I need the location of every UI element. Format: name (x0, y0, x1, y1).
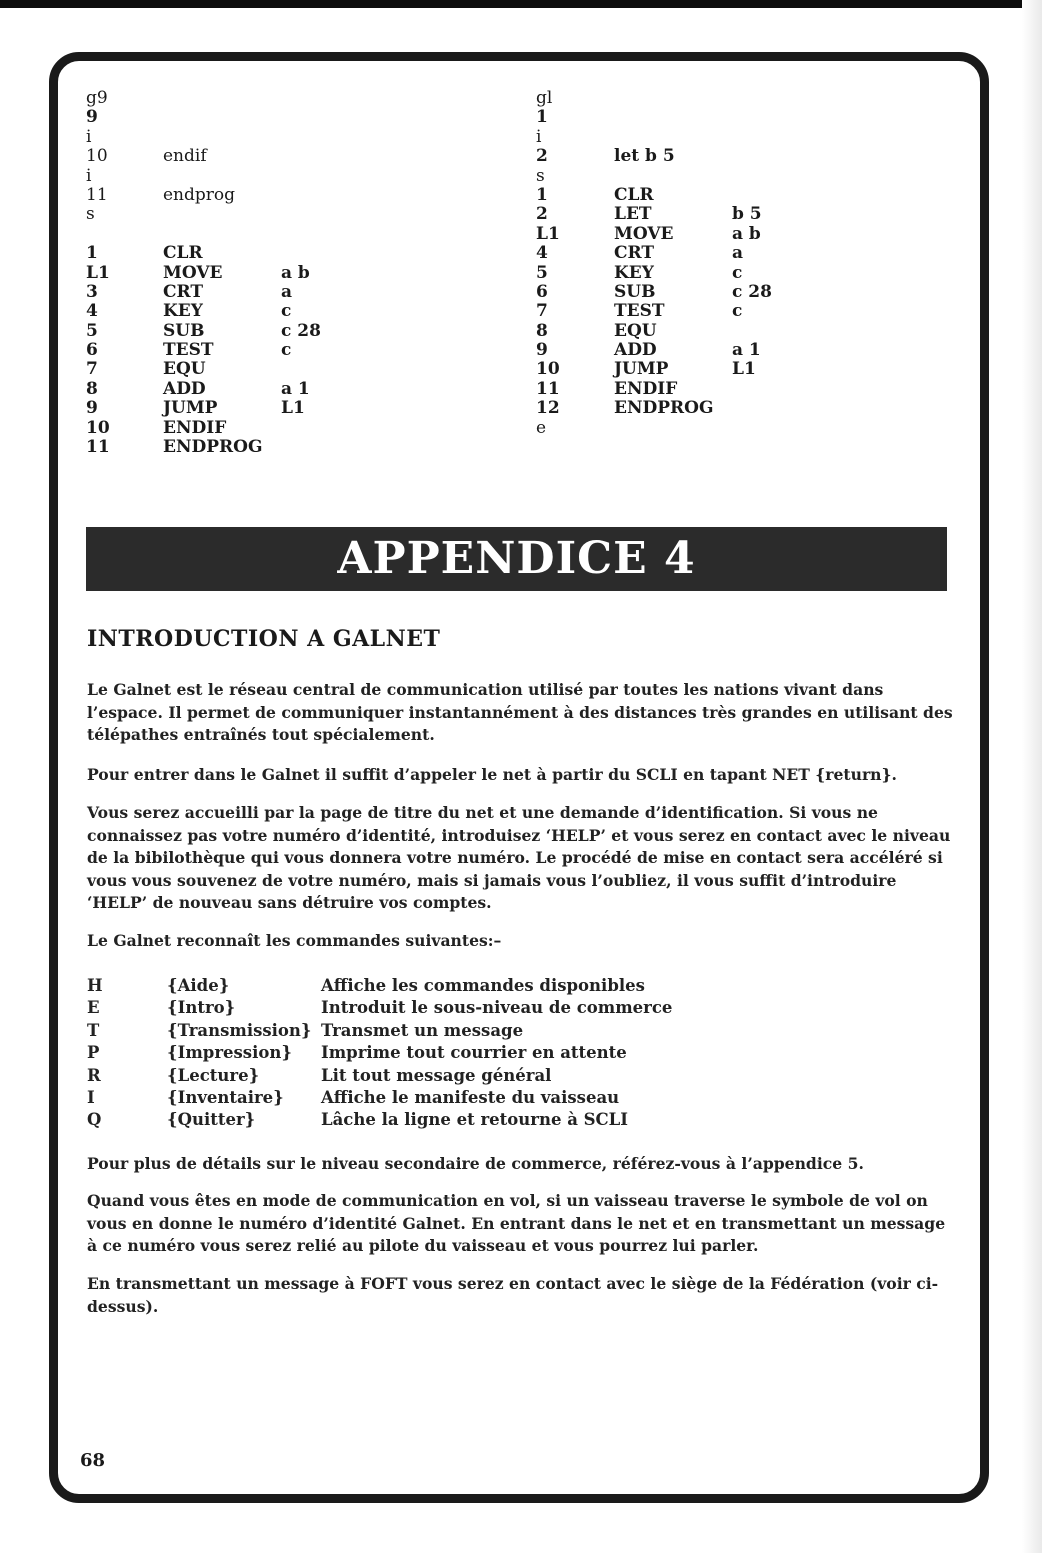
code-instruction: ENDPROG (614, 398, 714, 419)
code-instruction: ADD (163, 378, 206, 399)
code-instruction: CLR (163, 243, 203, 264)
code-operands: c (281, 301, 292, 322)
page-shadow (1022, 0, 1042, 1553)
code-operands: c 28 (281, 320, 321, 341)
command-description: Affiche le manifeste du vaisseau (321, 1087, 620, 1107)
code-operands: c (281, 340, 292, 361)
line-number: i (86, 165, 92, 186)
code-instruction: TEST (614, 301, 665, 322)
command-description: Transmet un message (321, 1020, 524, 1040)
command-name: {Aide} (167, 976, 230, 995)
page-number: 68 (80, 1450, 106, 1471)
code-operands: a b (281, 262, 310, 283)
command-description: Introduit le sous-niveau de commerce (321, 998, 673, 1018)
command-name: {Lecture} (167, 1065, 260, 1085)
line-number: 2 (536, 146, 548, 167)
command-description: Lâche la ligne et retourne à SCLI (321, 1110, 629, 1130)
code-operands: L1 (732, 359, 756, 380)
code-instruction: let b 5 (614, 146, 675, 167)
top-edge (0, 0, 1042, 8)
paragraph-commands-intro: Le Galnet reconnaît les commandes suivantes:– (87, 931, 502, 950)
code-instruction: EQU (614, 320, 657, 341)
command-name: {Inventaire} (167, 1087, 284, 1107)
code-instruction: SUB (614, 281, 656, 302)
command-description: Affiche les commandes disponibles (321, 976, 645, 995)
line-number: s (86, 204, 95, 225)
line-number: 8 (86, 378, 98, 399)
line-number: 8 (536, 320, 548, 341)
code-instruction: KEY (163, 301, 203, 322)
line-number: L1 (536, 223, 560, 244)
code-operands: b 5 (732, 204, 762, 225)
line-number: 10 (86, 146, 108, 167)
command-description: Lit tout message général (321, 1065, 552, 1085)
code-instruction: endprog (163, 184, 236, 205)
line-number: 4 (86, 301, 98, 322)
command-description: Imprime tout courrier en attente (321, 1043, 627, 1063)
paragraph-enter-net: Pour entrer dans le Galnet il suffit d’appeler le net à partir du SCLI en tapant NET {return}. (87, 765, 897, 784)
code-instruction: CRT (163, 281, 204, 302)
code-instruction: KEY (614, 262, 654, 283)
code-operands: c 28 (732, 281, 772, 302)
line-number: 9 (86, 398, 98, 419)
line-number: g9 (86, 88, 108, 108)
code-instruction: TEST (163, 340, 214, 361)
line-number: 5 (86, 320, 98, 341)
line-number: 1 (536, 184, 548, 205)
line-number: 11 (86, 184, 108, 205)
code-instruction: CRT (614, 243, 655, 264)
code-operands: L1 (281, 398, 305, 419)
code-instruction: MOVE (614, 223, 674, 244)
paragraph-flight-mode: Quand vous êtes en mode de communication en vol, si un vaisseau traverse le symbole de vol on vous en donne le numéro d’identité Galnet. En entrant dans le net et en transmettant un message à ce numéro vous serez relié au pilote du vaisseau et vous pourrez lui parler. (87, 1191, 946, 1255)
line-number: s (536, 165, 545, 186)
line-number: L1 (86, 262, 110, 283)
code-instruction: JUMP (614, 359, 669, 380)
command-key: Q (87, 1110, 102, 1130)
command-key: R (87, 1065, 101, 1085)
line-number: 2 (536, 204, 548, 225)
line-number: 5 (536, 262, 548, 283)
line-number: 12 (536, 398, 560, 419)
code-instruction: CLR (614, 184, 654, 205)
line-number: gl (536, 88, 553, 108)
command-key: P (87, 1043, 100, 1063)
line-number: i (536, 126, 542, 147)
line-number: 9 (536, 340, 548, 361)
line-number: 6 (536, 281, 548, 302)
line-number: 7 (536, 301, 548, 322)
command-name: {Transmission} (167, 1020, 312, 1040)
command-key: H (87, 976, 103, 995)
code-operands: c (732, 301, 743, 322)
line-number: 10 (86, 417, 110, 438)
code-operands: a (281, 281, 293, 302)
paragraph-intro: Le Galnet est le réseau central de communication utilisé par toutes les nations vivant dans l’espace. Il permet de communiquer instantannément à des distances très grandes en utilisant des télépathes entraînés tout spécialement. (87, 680, 953, 744)
line-number: 11 (86, 437, 110, 458)
line-number: 11 (536, 378, 560, 399)
line-number: 4 (536, 243, 548, 264)
line-number: 1 (536, 107, 548, 128)
command-key: T (87, 1020, 100, 1040)
line-number: e (536, 417, 547, 438)
line-number: 1 (86, 243, 98, 264)
line-number: 10 (536, 359, 560, 380)
code-instruction: SUB (163, 320, 205, 341)
command-name: {Quitter} (167, 1110, 256, 1130)
line-number: 9 (86, 107, 98, 128)
section-title: INTRODUCTION A GALNET (87, 626, 441, 652)
code-instruction: ENDIF (614, 378, 678, 399)
code-operands: a 1 (281, 378, 310, 399)
code-operands: a b (732, 223, 761, 244)
command-key: I (87, 1087, 95, 1107)
paragraph-identification: Vous serez accueilli par la page de titre du net et une demande d’identification. Si vous ne connaissez pas votre numéro d’identité, introduisez ‘HELP’ et vous serez en contact avec le niveau de la bibilothèque qui vous donnera votre numéro. Le procédé de mise en contact sera accéléré si vous vous souvenez de votre numéro, mais si jamais vous l’oubliez, il vous suffit d’introduire ‘HELP’ de nouveau sans détruire vos comptes. (87, 803, 951, 912)
code-instruction: EQU (163, 359, 206, 380)
command-name: {Impression} (167, 1043, 292, 1063)
paragraph-appendix-ref: Pour plus de détails sur le niveau secondaire de commerce, référez-vous à l’appendice 5. (87, 1154, 864, 1173)
code-instruction: MOVE (163, 262, 223, 283)
code-instruction: ENDPROG (163, 437, 263, 458)
code-operands: a (732, 243, 744, 264)
line-number: 6 (86, 340, 98, 361)
code-instruction: JUMP (163, 398, 218, 419)
command-name: {Intro} (167, 998, 236, 1018)
code-instruction: LET (614, 204, 652, 225)
code-instruction: ENDIF (163, 417, 227, 438)
appendix-banner: APPENDICE 4 (86, 527, 947, 591)
paragraph-foft: En transmettant un message à FOFT vous serez en contact avec le siège de la Fédération (voir ci-dessus). (87, 1274, 939, 1316)
code-operands: c (732, 262, 743, 283)
line-number: 7 (86, 359, 98, 380)
code-instruction: endif (163, 146, 207, 167)
code-operands: a 1 (732, 340, 761, 361)
code-instruction: ADD (614, 340, 657, 361)
command-key: E (87, 998, 100, 1018)
line-number: 3 (86, 281, 98, 302)
line-number: i (86, 126, 92, 147)
